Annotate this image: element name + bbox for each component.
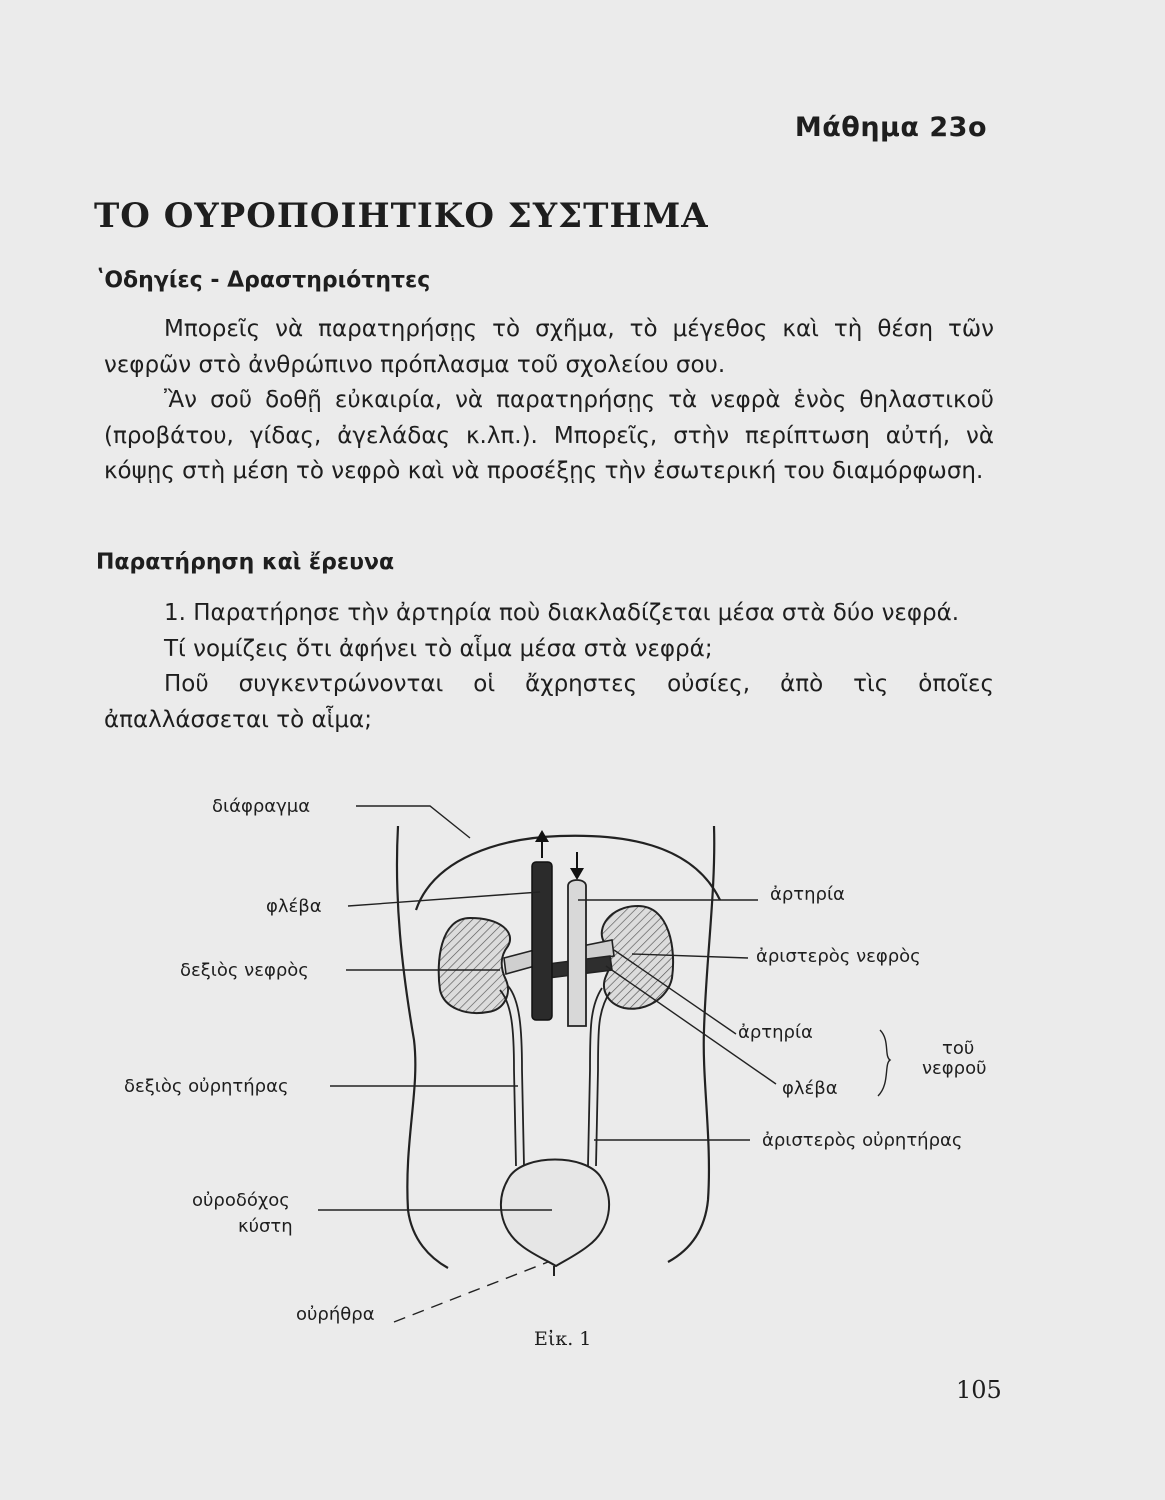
label-right-kidney: δεξιὸς νεφρὸς — [180, 960, 309, 981]
label-of-kidney-1: τοῦ — [942, 1038, 975, 1059]
right-kidney-shape — [439, 918, 510, 1013]
leader-urethra — [394, 1262, 548, 1322]
page-title: ΤΟ ΟΥΡΟΠΟΙΗΤΙΚΟ ΣΥΣΤΗΜΑ — [94, 196, 709, 236]
bladder-shape — [501, 1160, 609, 1267]
label-urethra: οὐρήθρα — [296, 1304, 375, 1325]
label-vein: φλέβα — [266, 896, 322, 917]
right-ureter-inner — [500, 990, 516, 1166]
section-heading-instructions: ʽΟδηγίες - Δραστηριότητες — [96, 268, 431, 293]
label-bladder-2: κύστη — [238, 1216, 293, 1237]
label-left-ureter: ἀριστερὸς οὐρητήρας — [762, 1130, 963, 1151]
label-left-kidney: ἀριστερὸς νεφρὸς — [756, 946, 921, 967]
paragraph: 1. Παρατήρησε τὴν ἀρτηρία ποὺ διακλαδίζεται μέσα στὰ δύο νεφρά. — [164, 600, 960, 626]
aorta — [568, 880, 586, 1026]
section-heading-observation: Παρατήρηση καὶ ἔρευνα — [96, 550, 395, 575]
figure-caption: Εἰκ. 1 — [534, 1328, 592, 1350]
vena-cava — [532, 862, 552, 1020]
paragraph: Ἂν σοῦ δοθῇ εὐκαιρία, νὰ παρατηρήσῃς τὰ νεφρὰ ἑνὸς θηλαστικοῦ (προβάτου, γίδας, ἀγελάδας κ.λπ.). Μπορεῖς, στὴν περίπτωση αὐτή, νὰ κόψῃς στὴ μέση τὸ νεφρὸ καὶ νὰ προσέξῃς τὴν ἐσωτερική του διαμόρφωση. — [104, 387, 994, 484]
paragraph: Μπορεῖς νὰ παρατηρήσῃς τὸ σχῆμα, τὸ μέγεθος καὶ τὴ θέση τῶν νεφρῶν στὸ ἀνθρώπινο πρόπλασμα τοῦ σχολείου σου. — [104, 316, 994, 378]
left-kidney-shape — [602, 906, 673, 1009]
leader-vein — [348, 892, 540, 906]
paragraph: Ποῦ συγκεντρώνονται οἱ ἄχρηστες οὐσίες, ἀπὸ τὶς ὁποῖες ἀπαλλάσσεται τὸ αἷμα; — [104, 671, 994, 733]
page-number: 105 — [956, 1376, 1002, 1404]
label-diaphragm: διάφραγμα — [212, 796, 311, 817]
lesson-number: Μάθημα 23ο — [794, 112, 987, 143]
label-renal-artery: ἀρτηρία — [738, 1022, 813, 1043]
body-outline-left — [397, 826, 448, 1268]
leader-diaphragm — [356, 806, 470, 838]
brace — [878, 1030, 890, 1096]
paragraph: Τί νομίζεις ὅτι ἀφήνει τὸ αἷμα μέσα στὰ νεφρά; — [164, 635, 713, 662]
label-artery: ἀρτηρία — [770, 884, 845, 905]
label-renal-vein: φλέβα — [782, 1078, 838, 1099]
label-bladder-1: οὐροδόχος — [192, 1190, 290, 1211]
body-outline-right — [668, 826, 714, 1262]
label-of-kidney-2: νεφροῦ — [922, 1058, 987, 1079]
label-right-ureter: δεξιὸς οὐρητήρας — [124, 1076, 289, 1097]
